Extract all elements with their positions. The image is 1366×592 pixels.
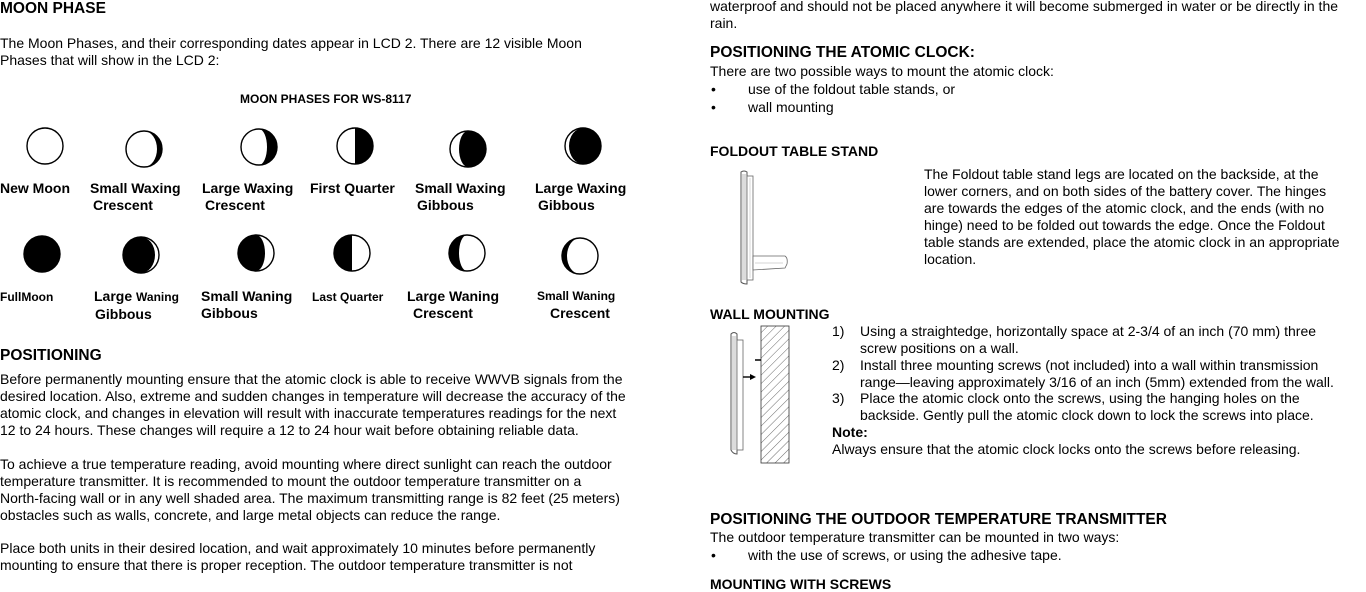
wall-step-2: 2) Install three mounting screws (not included) into a wall within transmission range—leaving approximately 3/16 of an inch (5mm) extended from the wall.	[832, 357, 1334, 390]
label-small-waxing-gibbous: Small Waxing Gibbous	[415, 180, 506, 213]
small-waxing-crescent-icon	[125, 130, 163, 168]
label-large-waning-crescent: Large Waning Crescent	[407, 288, 500, 321]
positioning-paragraph-2: To achieve a true temperature reading, avoid mounting where direct sunlight can reach the outdoor temperature transmitter. It is recommended to mount the outdoor temperature transmitter on a North-facing wall or in any well shaded area. The maximum transmitting range is 82 feet (25 meters) obstacles such as walls, concrete, and large metal objects can reduce the range.	[0, 456, 620, 523]
positioning-paragraph-3: Place both units in their desired location, and wait approximately 10 minutes before permanently mounting to ensure that there is proper reception. The outdoor temperature transmitter is not	[0, 540, 596, 573]
large-waning-gibbous-icon	[122, 236, 160, 274]
positioning-paragraph-1: Before permanently mounting ensure that the atomic clock is able to receive WWVB signals from the desired location. Also, extreme and sudden changes in temperature will decrease the accuracy of the atomic clock, and changes in elevation will result with inaccurate temperatures readings for the next 12 to 24 hours. These changes will require a 12 to 24 hour wait before obtaining reliable data.	[0, 371, 626, 438]
mounting-screws-heading: MOUNTING WITH SCREWS	[710, 576, 892, 592]
atomic-clock-intro: There are two possible ways to mount the atomic clock:	[710, 63, 1054, 79]
large-waxing-crescent-icon	[240, 128, 278, 166]
atomic-clock-heading: POSITIONING THE ATOMIC CLOCK:	[710, 44, 975, 61]
transmitter-bullet-1: with the use of screws, or using the adhesive tape.	[748, 547, 1062, 563]
label-full-moon: FullMoon	[0, 290, 54, 304]
foldout-description: The Foldout table stand legs are located on the backside, at the lower corners, and on both sides of the battery cover. The hinges are towards the edges of the atomic clock, and the ends (with no hinge) need to be folded out towards the edge. Once the Foldout table stands are extended, place the atomic clock in an appropriate location.	[924, 166, 1340, 267]
transmitter-heading: POSITIONING THE OUTDOOR TEMPERATURE TRANSMITTER	[710, 511, 1167, 528]
note-text: Always ensure that the atomic clock locks onto the screws before releasing.	[832, 441, 1301, 457]
foldout-stand-illustration	[735, 168, 795, 288]
label-large-waning-gibbous: Large Waning Gibbous	[94, 288, 179, 322]
positioning-heading: POSITIONING	[0, 347, 102, 364]
label-small-waning-crescent: Small Waning Crescent	[537, 289, 616, 321]
large-waning-crescent-icon	[448, 234, 486, 272]
label-small-waxing-crescent: Small Waxing Crescent	[90, 180, 181, 213]
phases-caption: MOON PHASES FOR WS-8117	[240, 92, 412, 106]
transmitter-intro: The outdoor temperature transmitter can be mounted in two ways:	[710, 529, 1120, 545]
atomic-bullet-1: use of the foldout table stands, or	[748, 81, 956, 97]
last-quarter-icon	[333, 234, 371, 272]
label-large-waxing-crescent: Large Waxing Crescent	[202, 180, 294, 213]
full-moon-icon	[23, 235, 61, 273]
moon-phase-heading: MOON PHASE	[0, 0, 106, 17]
moon-intro-line-1: The Moon Phases, and their corresponding dates appear in LCD 2. There are 12 visible Moon	[0, 35, 582, 51]
bullet-icon: •	[711, 547, 716, 563]
wall-step-1: 1) Using a straightedge, horizontally space at 2-3/4 of an inch (70 mm) three screw positions on a wall.	[832, 323, 1317, 356]
wall-step-3: 3) Place the atomic clock onto the screws, using the hanging holes on the backside. Gently pull the atomic clock down to lock the screws into place.	[832, 390, 1314, 423]
small-waxing-gibbous-icon	[449, 130, 487, 168]
label-first-quarter: First Quarter	[310, 180, 395, 196]
bullet-icon: •	[711, 99, 716, 115]
label-large-waxing-gibbous: Large Waxing Gibbous	[535, 180, 627, 213]
new-moon-icon	[26, 127, 64, 165]
note-label: Note:	[832, 424, 868, 440]
label-small-waning-gibbous: Small Waning Gibbous	[201, 288, 293, 321]
atomic-bullet-2: wall mounting	[748, 99, 834, 115]
wall-mount-illustration	[727, 324, 797, 466]
label-last-quarter: Last Quarter	[312, 290, 384, 304]
small-waning-crescent-icon	[561, 237, 599, 275]
first-quarter-icon	[336, 127, 374, 165]
label-new-moon: New Moon	[0, 180, 70, 196]
small-waning-gibbous-icon	[237, 234, 275, 272]
continued-paragraph: waterproof and should not be placed anywhere it will become submerged in water or be directly in the rain.	[710, 0, 1339, 31]
bullet-icon: •	[711, 81, 716, 97]
wall-mounting-heading: WALL MOUNTING	[710, 306, 830, 322]
moon-intro-line-2: Phases that will show in the LCD 2:	[0, 52, 220, 68]
large-waxing-gibbous-icon	[564, 127, 602, 165]
foldout-heading: FOLDOUT TABLE STAND	[710, 143, 879, 159]
